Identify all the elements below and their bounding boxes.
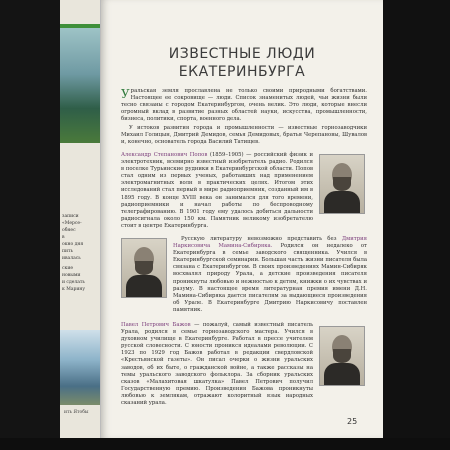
portrait-beard: [333, 177, 351, 191]
mamin-sibiryak-portrait: [121, 238, 167, 298]
intro-text: ральская земля прославлена не только своими природными богатствами. Настоящее ее сокровище — люди. Список знаменитых людей, чьи жизни были тесно связаны с городом Екатеринбургом, очень велик. Это люди, которые внесли огромный вклад в развитие разных областей науки, искусства, промышленности, бизнеса, политики, спорта, военного дела.: [121, 88, 367, 123]
portrait-beard: [333, 349, 351, 363]
previous-page-text-8: ские: [62, 266, 73, 271]
previous-page-text-11: к Марину: [62, 287, 86, 292]
page-title-line-1: ИЗВЕСТНЫЕ ЛЮДИ: [168, 46, 316, 62]
previous-page-text-2: «Мерсе-: [62, 221, 82, 226]
portrait-body: [126, 275, 162, 298]
portrait-beard: [135, 261, 153, 275]
previous-page-photo-bottom: [60, 330, 100, 405]
previous-page-text-7: ивалась: [62, 256, 81, 261]
background-left: [0, 0, 62, 450]
book-page: [101, 0, 383, 438]
previous-page-text-5: окно дня: [62, 242, 84, 247]
popov-text: (1859–1905) — российский физик и электротехник, всемирно известный изобретатель радио. Родился в поселке Турьинские рудники в Екатеринбургской области. Попов стал одним из первых ученых, работавших над применением электромагнитных волн в практических целях. Итогом этих исследований стал первый в мире радиоприемник, созданный им в 1895 году. В конце XVIII века он занимался для того времени, радиоприемники и начал работы по беспроводному телеграфированию. В 1901 году ему удалось добиться дальности радиосигнала около 150 км. Памятник великому изобретателю стоит в центре Екатеринбурга.: [121, 152, 314, 229]
popov-portrait: [319, 154, 365, 214]
previous-page-text-10: и сделать: [62, 280, 85, 285]
intro-paragraph: [121, 88, 367, 123]
previous-page-caption: ить Ятобы: [64, 410, 89, 415]
bazhov-text: — пожалуй, самый известный писатель Урала, родился в семье горнозаводского мастера. Учился в духовном училище в Екатеринбурге. Работал в прессе учителем русской словесности. С юности проникся идеалами революции. С 1923 по 1929 год Бажов работал в редакции свердловской «Крестьянской газеты». Он писал очерки о жизни уральских заводов, об их быте, о гражданской войне, а также рассказы на темы уральского заводского фольклора. За сборник уральских сказов «Малахитовая шкатулка» Павел Петрович получил Государственную премию. Произведения Бажова проникнуты любовью к землякам, отражают колоритный язык народных сказаний урала.: [121, 322, 314, 407]
background-bottom: [0, 438, 450, 450]
mamin-text: Родился он недалеко от Екатеринбурга в семье заводского священника. Учился в Екатеринбургской семинарии. Большая часть жизни писателя была связана с Екатеринбургом. В своих произведениях Мамин-Сибиряк восхвалял природу Урала, а детские произведения писателя проникнуты любовью и нежностью к детям, книжки о их чувствах и разуму. В настоящее время литературная премия имени Д.Н. Мамина-Сибиряка дается писателям за выдающиеся произведения об Урале. В Екатеринбурге Дмитрию Наркисовичу поставлен памятник.: [173, 243, 367, 313]
previous-page-text-1: записи: [62, 214, 79, 219]
previous-page-text-4: в: [62, 235, 65, 240]
previous-page: [60, 0, 101, 438]
portrait-body: [324, 363, 360, 386]
page-number: 25: [347, 417, 358, 426]
drop-cap: У: [121, 87, 130, 101]
portrait-body: [324, 191, 360, 214]
previous-page-text-9: новыми: [62, 273, 81, 278]
previous-page-text-6: пить: [62, 249, 73, 254]
bazhov-paragraph: [121, 322, 313, 407]
intro-paragraph-2: У истоков развития города и промышленности — известные горнозаводчики Михаил Голицын, Дмитрий Демидов, семья Демидовых, братья Черепановы, Шувалов и, конечно, основатель города Василий Татищев.: [121, 125, 367, 146]
previous-page-text-3: обнес: [62, 228, 76, 233]
mamin-sibiryak-paragraph: [173, 236, 367, 314]
mamin-intro: Русскую литературу невозможно представить без: [181, 236, 337, 242]
previous-page-photo-top: [60, 28, 100, 143]
bazhov-name: Павел Петрович Бажов: [121, 322, 191, 328]
mamin-name: Дмитрия Наркисовича Мамина-Сибиряка.: [173, 236, 367, 250]
bazhov-portrait: [319, 326, 365, 386]
page-title-line-2: ЕКАТЕРИНБУРГА: [178, 64, 306, 80]
popov-paragraph: [121, 152, 313, 230]
popov-name: Александр Степанович Попов: [121, 152, 208, 158]
